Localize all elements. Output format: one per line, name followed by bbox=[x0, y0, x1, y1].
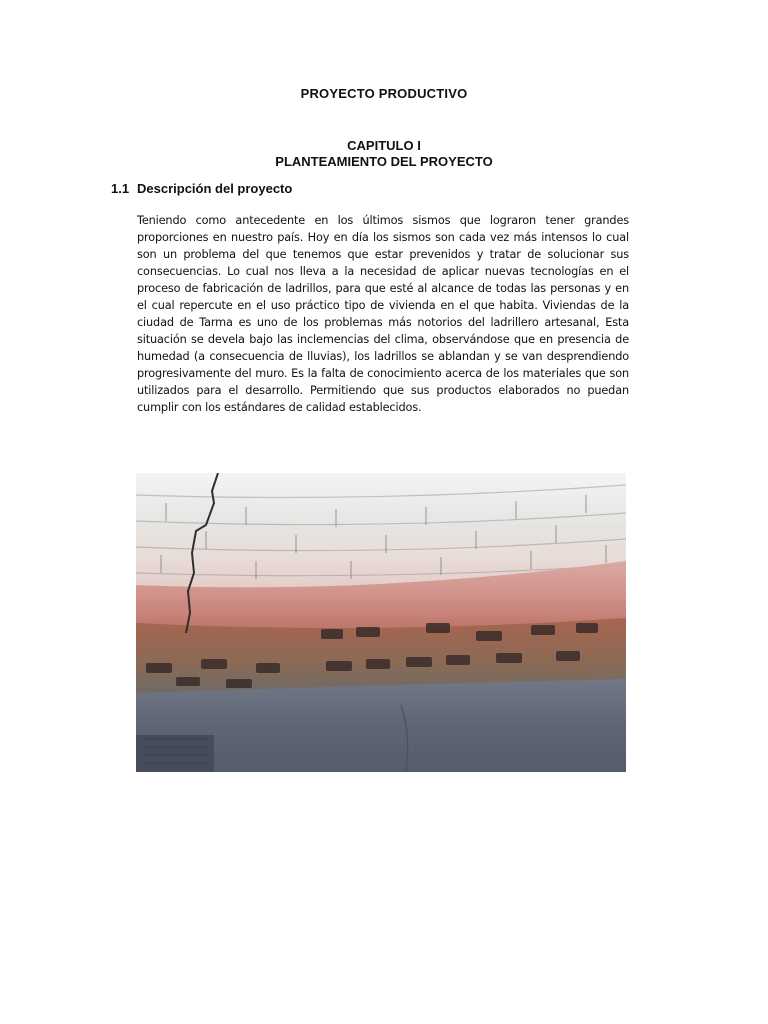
chapter-title: PLANTEAMIENTO DEL PROYECTO bbox=[275, 154, 493, 169]
chapter-heading bbox=[0, 138, 768, 170]
section-heading bbox=[111, 181, 292, 196]
section-number: 1.1 bbox=[111, 181, 130, 196]
document-title: PROYECTO PRODUCTIVO bbox=[300, 86, 468, 101]
section-title: Descripción del proyecto bbox=[137, 181, 293, 196]
wall-damage-photo bbox=[136, 473, 626, 772]
chapter-label: CAPITULO I bbox=[347, 138, 421, 153]
body-paragraph: Teniendo como antecedente en los últimos sismos que lograron tener grandes proporciones en nuestro país. Hoy en día los sismos son cada vez más intensos lo cual son un problema del que tenemos que estar prevenidos y tratar de solucionar sus consecuencias. Lo cual nos lleva a la necesidad de aplicar nuevas tecnologías en el proceso de fabricación de ladrillos, para que esté al alcance de todas las personas y en el cual repercute en el uso práctico tipo de vivienda en el que habita. Viviendas de la ciudad de Tarma es uno de los problemas más notorios del ladrillero artesanal, Esta situación se devela bajo las inclemencias del clima, observándose que en presencia de humedad (a consecuencia de lluvias), los ladrillos se ablandan y se van desprendiendo progresivamente del muro. Es la falta de conocimiento acerca de los materiales que son utilizados para el desarrollo. Permitiendo que sus productos elaborados no puedan cumplir con los estándares de calidad establecidos. bbox=[137, 214, 629, 414]
